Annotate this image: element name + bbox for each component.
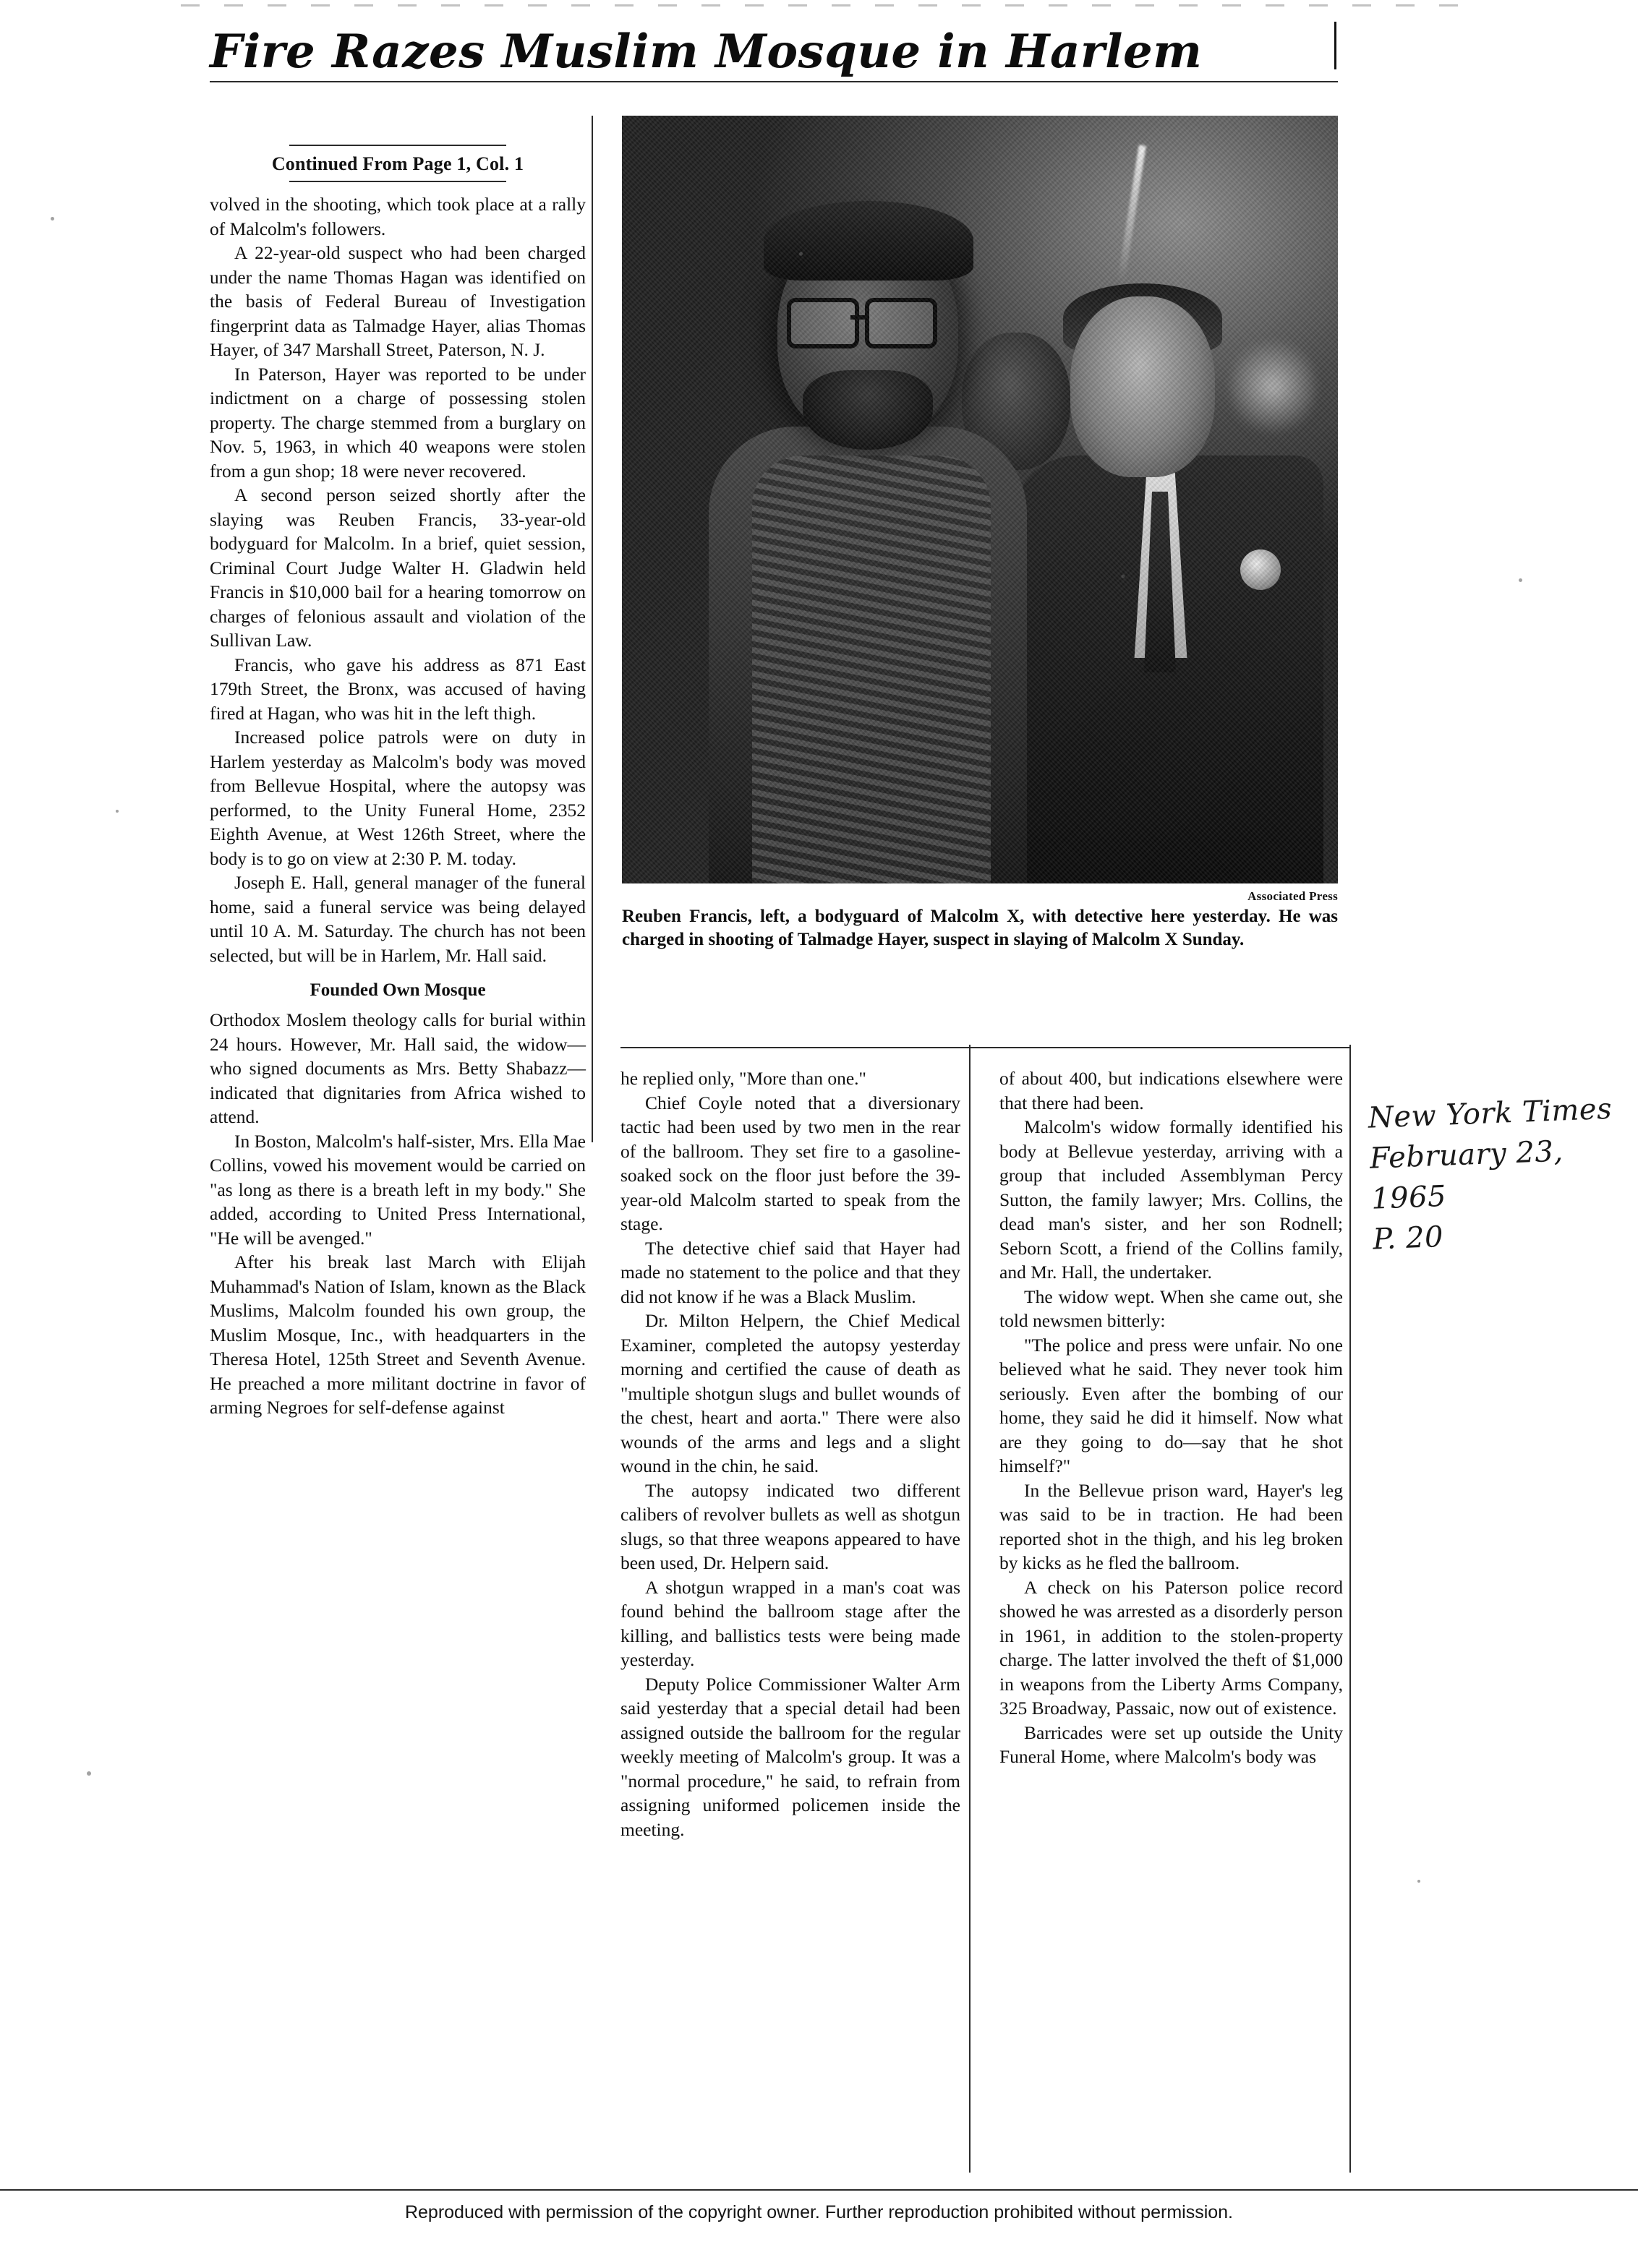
paragraph: In the Bellevue prison ward, Hayer's leg was said to be in traction. He had been reported shot in the thigh, and his leg broken by kicks as he fled the ballroom. xyxy=(999,1479,1343,1573)
continued-from-line: Continued From Page 1, Col. 1 xyxy=(271,153,524,174)
paragraph: The detective chief said that Hayer had made no statement to the police and that they did not know if he was a Black Muslim. xyxy=(620,1237,960,1307)
paragraph: In Paterson, Hayer was reported to be under indictment on a charge of possessing stolen property. The charge stemmed from a burglary on Nov. 5, 1963, in which 40 weapons were stolen from a gun shop; 18 were never recovered. xyxy=(210,363,586,482)
news-photograph xyxy=(622,116,1338,883)
photo-credit: Associated Press xyxy=(1247,889,1338,903)
paragraph: "The police and press were unfair. No one believed what he said. They never took him seriously. Even after the bombing of our home, they said he did it himself. Now what are they going to do—say that he shot himself?" xyxy=(999,1334,1343,1476)
paragraph: A check on his Paterson police record showed he was arrested as a disorderly person in 1961, in addition to the stolen-property charge. The latter involved the theft of $1,000 in weapons from the Liberty Arms Company, 325 Broadway, Passaic, now out of existence. xyxy=(999,1576,1343,1719)
paragraph: Francis, who gave his address as 871 East 179th Street, the Bronx, was accused of having fired at Hagan, who was hit in the left thigh. xyxy=(210,654,586,724)
continued-bottom-rule xyxy=(289,181,506,182)
page-title: Fire Razes Muslim Mosque in Harlem xyxy=(210,25,1203,79)
paragraph: In Boston, Malcolm's half-sister, Mrs. Ella Mae Collins, vowed his movement would be carried on "as long as there is a breath left in my body." She added, according to United Press International, "He will be avenged." xyxy=(210,1130,586,1249)
headline-underrule xyxy=(210,81,1338,82)
column-rule-3 xyxy=(1349,1045,1351,2173)
paragraph: Orthodox Moslem theology calls for burial within 24 hours. However, Mr. Hall said, the widow—who signed documents as Mrs. Betty Shabazz—indicated that dignitaries from Africa wished to attend. xyxy=(210,1009,586,1127)
paragraph: of about 400, but indications elsewhere were that there had been. xyxy=(999,1068,1343,1113)
paragraph: Barricades were set up outside the Unity Funeral Home, where Malcolm's body was xyxy=(999,1721,1343,1767)
lower-columns-top-rule xyxy=(620,1047,1349,1048)
paragraph: Increased police patrols were on duty in Harlem yesterday as Malcolm's body was moved from Bellevue Hospital, where the autopsy was performed, to the Unity Funeral Home, 2352 Eighth Avenue, at West 126th Street, where the body is to go on view at 2:30 P. M. today. xyxy=(210,727,586,869)
column-rule-2 xyxy=(969,1045,971,2173)
paragraph: Dr. Milton Helpern, the Chief Medical Examiner, completed the autopsy yesterday morning and certified the cause of death as "multiple shotgun slugs and bullet wounds of the chest, heart and aorta." There were also wounds of the arms and legs and a slight wound in the chin, he said. xyxy=(620,1310,960,1476)
paragraph: The widow wept. When she came out, she told newsmen bitterly: xyxy=(999,1285,1343,1331)
article-column-2 xyxy=(620,1066,960,1841)
column-3-body xyxy=(999,1066,1343,1769)
continued-top-rule xyxy=(289,145,506,146)
scan-speckle xyxy=(51,217,54,221)
paragraph: Deputy Police Commissioner Walter Arm said yesterday that a special detail had been assigned outside the ballroom for the regular weekly meeting of Malcolm's group. It was a "normal procedure," he said, to refrain from assigning uniformed policemen inside the meeting. xyxy=(620,1673,960,1840)
handwritten-source-annotation xyxy=(1368,1088,1626,1259)
copyright-notice: Reproduced with permission of the copyright owner. Further reproduction prohibited without permission. xyxy=(404,2202,1234,2222)
paragraph: The autopsy indicated two different calibers of revolver bullets as well as shotgun slugs, so that three weapons appeared to have been used, Dr. Helpern said. xyxy=(620,1479,960,1573)
paragraph: A second person seized shortly after the slaying was Reuben Francis, 33-year-old bodyguard for Malcolm. In a brief, quiet session, Criminal Court Judge Walter H. Gladwin held Francis in $10,000 bail for a hearing tomorrow on charges of felonious assault and violation of the Sullivan Law. xyxy=(210,484,586,651)
scan-edge-marks xyxy=(181,4,1483,7)
photo-halftone-grain xyxy=(622,116,1338,883)
scan-speckle xyxy=(1417,1880,1420,1883)
paragraph: Malcolm's widow formally identified his body at Bellevue yesterday, arriving with a group that included Assemblyman Percy Sutton, the family lawyer; Mrs. Collins, the dead man's sister, and her son Rodnell; Seborn Scott, a friend of the Collins family, and Mr. Hall, the undertaker. xyxy=(999,1116,1343,1283)
paragraph: volved in the shooting, which took place at a rally of Malcolm's followers. xyxy=(210,194,586,239)
paragraph: Joseph E. Hall, general manager of the funeral home, said a funeral service was being delayed until 10 A. M. Saturday. The church has not been selected, but will be in Harlem, Mr. Hall said. xyxy=(210,872,586,966)
column-1-body xyxy=(210,192,586,967)
annotation-page: P. 20 xyxy=(1372,1220,1444,1257)
paragraph: A shotgun wrapped in a man's coat was found behind the ballroom stage after the killing, and ballistics tests were being made yesterday. xyxy=(620,1576,960,1670)
paragraph: he replied only, "More than one." xyxy=(620,1068,866,1089)
column-1-body-continued xyxy=(210,1008,586,1420)
article-column-3 xyxy=(999,1066,1343,1769)
photo-caption: Reuben Francis, left, a bodyguard of Malcolm X, with detective here yesterday. He was charged in shooting of Talmadge Hayer, suspect in slaying of Malcolm X Sunday. xyxy=(622,907,1338,949)
column-rule-1 xyxy=(592,116,593,1142)
scan-speckle xyxy=(116,810,119,813)
scan-speckle xyxy=(1519,578,1522,582)
scan-speckle xyxy=(87,1771,91,1776)
column-2-body xyxy=(620,1066,960,1841)
paragraph: Chief Coyle noted that a diversionary tactic had been used by two men in the rear of the ballroom. They set fire to a gasoline-soaked sock on the floor just before the 39-year-old Malcolm started to speak from the stage. xyxy=(620,1092,960,1234)
section-subhead: Founded Own Mosque xyxy=(310,980,486,1000)
paragraph: After his break last March with Elijah Muhammad's Nation of Islam, known as the Black Muslims, Malcolm founded his own group, the Muslim Mosque, Inc., with headquarters in the Theresa Hotel, 125th Street and Seventh Avenue. He preached a more militant doctrine in favor of arming Negroes for self-defense against xyxy=(210,1251,586,1418)
article-column-1 xyxy=(210,145,586,1420)
annotation-date: February 23, 1965 xyxy=(1369,1134,1564,1216)
headline-end-rule xyxy=(1334,22,1336,69)
annotation-publication: New York Times xyxy=(1368,1092,1613,1135)
paragraph: A 22-year-old suspect who had been charged under the name Thomas Hagan was identified on the basis of Federal Bureau of Investigation fingerprint data as Talmadge Hayer, alias Thomas Hayer, of 347 Marshall Street, Paterson, N. J. xyxy=(210,242,586,360)
footer-rule xyxy=(0,2189,1638,2191)
photo-block xyxy=(622,116,1338,949)
